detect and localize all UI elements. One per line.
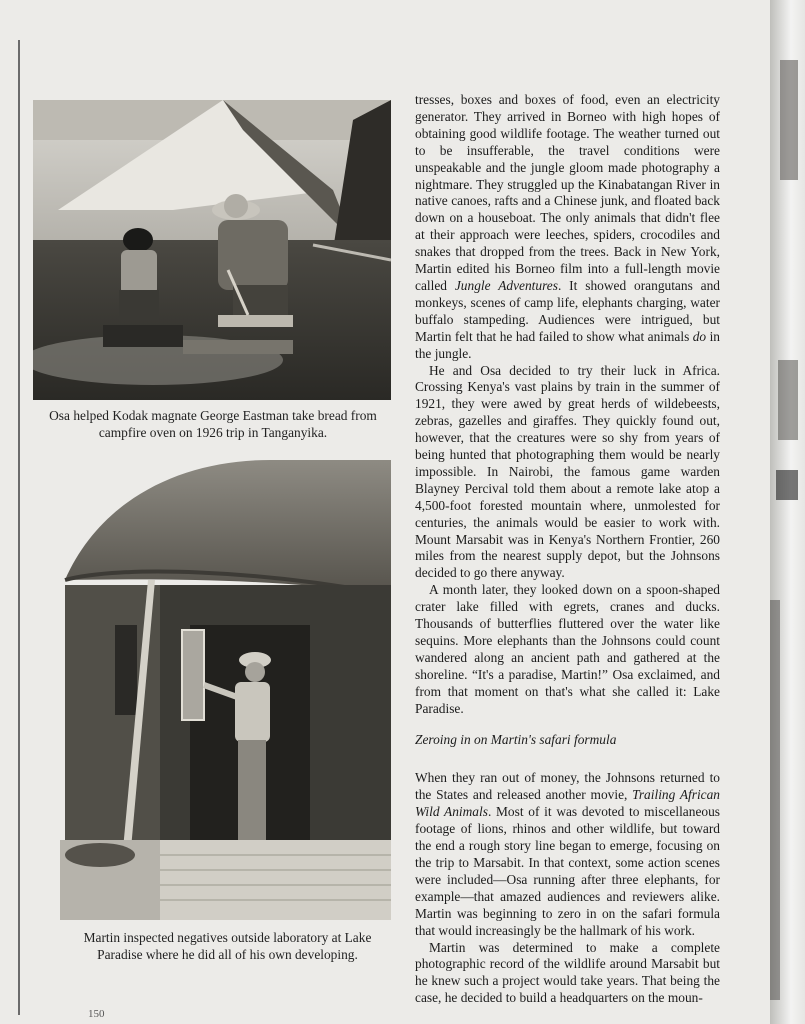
photo-campfire-oven [33,100,391,400]
photo-caption-bottom: Martin inspected negatives outside laboratory at Lake Paradise where he did all of his own developing. [83,930,372,962]
binding-edge [18,40,20,1015]
paragraph-2: He and Osa decided to try their luck in Africa. Crossing Kenya's vast plains by train in the summer of 1921, they were awed by great herds of wildebeests, zebras, gazelles and giraffes. They quickly found out, however, that the creatures were so shy from years of being hunted that photographing them would be nearly impossible. In Nairobi, the famous game warden Blayney Percival told them about a remote lake atop a 4,500-foot forested mountain where, unmolested for centuries, the animals would be easier to work with. Mount Marsabit was in Kenya's Northern Frontier, 260 miles from the nearest supply depot, but the Johnsons decided to go there anyway. [415,362,720,581]
photo-campfire-oven-image [33,100,391,400]
article-text-column [415,92,720,1007]
page-number: 150 [88,1008,105,1020]
section-subheading: Zeroing in on Martin's safari formula [415,731,617,747]
paragraph-4: When they ran out of money, the Johnsons returned to the States and released another movie, Trailing African Wild Animals. Most of it was devoted to miscellaneous footage of lions, rhinos and other wildlife, but toward the end a rough story line began to emerge, focusing on the trip to Marsabit. In that context, some action scenes were included—Osa running after three elephants, for example—that amazed audiences and reviewers alike. Martin was beginning to zero in on the safari formula that would increasingly be the hallmark of his work. [415,770,720,938]
paragraph-1: tresses, boxes and boxes of food, even an electricity generator. They arrived in Borneo with high hopes of obtaining good wildlife footage. The weather turned out to be insufferable, the travel conditions were unspeakable and the jungle gloom made photography a nightmare. They struggled up the Kinabatangan River in native canoes, rafts and a Chinese junk, and floated back down on a houseboat. The only animals that didn't flee at their approach were leeches, spiders, crocodiles and snakes that dropped from the trees. Back in New York, Martin edited his Borneo film into a full-length movie called Jungle Adventures. It showed orangutans and monkeys, scenes of camp life, elephants charging, water buffalo stampeding. Audiences were intrigued, but Martin felt that he had failed to show what animals do in the jungle. [415,92,720,361]
photo-caption-top: Osa helped Kodak magnate George Eastman take bread from campfire oven on 1926 trip in Tanganyika. [49,408,377,440]
paragraph-5: Martin was determined to make a complete photographic record of the wildlife around Marsabit but he knew such a project would take years. That being the case, he decided to build a headquarters on the moun- [415,939,720,1006]
paragraph-3: A month later, they looked down on a spoon-shaped crater lake filled with egrets, cranes and ducks. Thousands of butterflies fluttered over the water like sequins. More elephants than the Johnsons could count wandered along an ancient path and gathered at the shoreline. “It's a paradise, Martin!” Osa exclaimed, and from that moment on that's what she called it: Lake Paradise. [415,582,720,716]
photo-laboratory-hut [60,460,391,920]
photo-laboratory-hut-image [60,460,391,920]
adjacent-page-edge [770,0,805,1024]
